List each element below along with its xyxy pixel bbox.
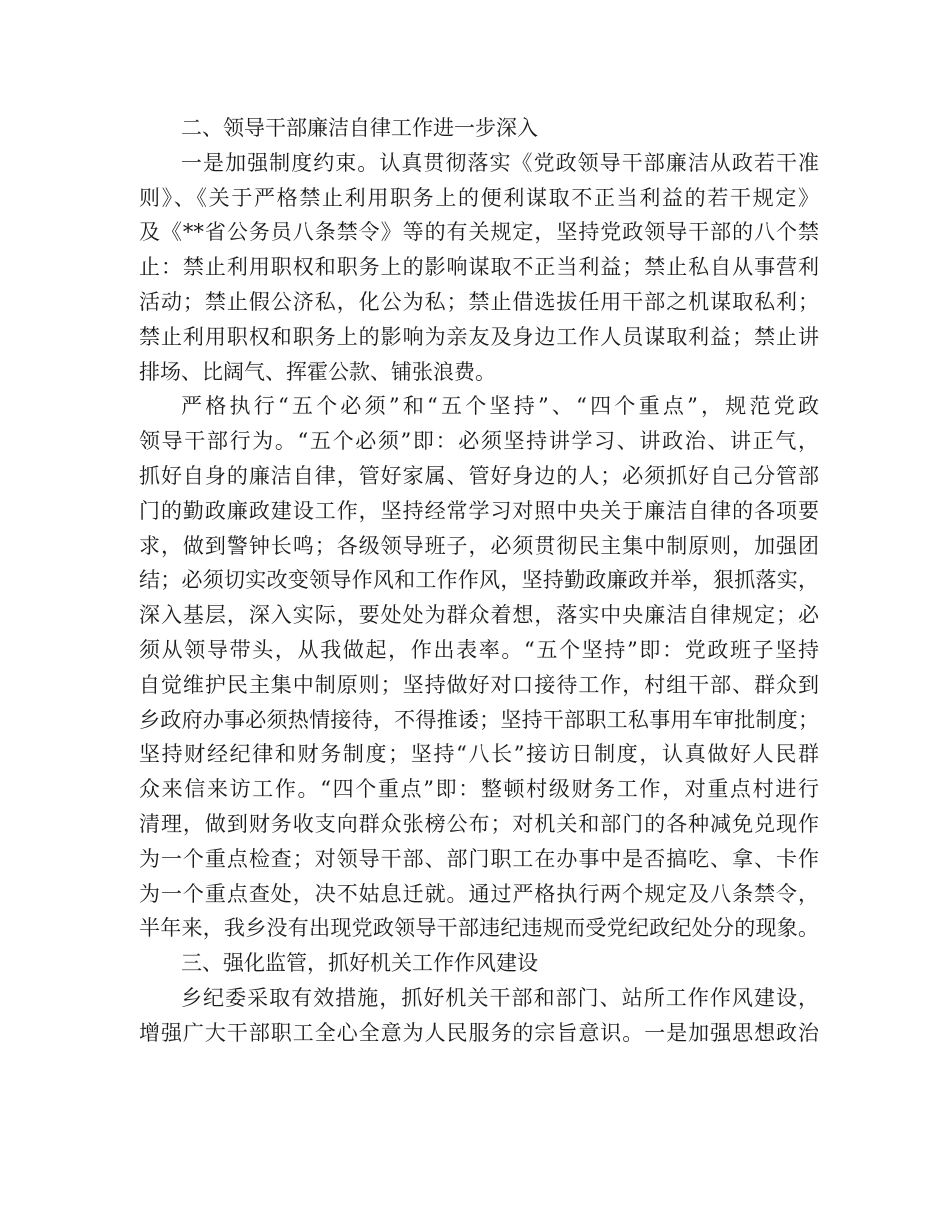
document-body	[139, 111, 819, 1051]
text-line: 一是加强制度约束。认真贯彻落实《党政领导干部廉洁从政若干准	[181, 150, 819, 175]
text-line: 领导干部行为。“五个必须”即：必须坚持讲学习、讲政治、讲正气，	[139, 429, 819, 454]
text-line: 为一个重点查处，决不姑息迁就。通过严格执行两个规定及八条禁令，	[139, 881, 819, 906]
text-line: 乡政府办事必须热情接待，不得推诿；坚持干部职工私事用车审批制度；	[139, 707, 819, 732]
text-line: 众来信来访工作。“四个重点”即：整顿村级财务工作，对重点村进行	[139, 777, 819, 802]
text-line: 门的勤政廉政建设工作，坚持经常学习对照中央关于廉洁自律的各项要	[139, 498, 819, 523]
text-line: 须从领导带头，从我做起，作出表率。“五个坚持”即：党政班子坚持	[139, 637, 819, 662]
text-line: 二、领导干部廉洁自律工作进一步深入	[181, 116, 538, 140]
text-line: 严格执行“五个必须”和“五个坚持”、“四个重点”，规范党政	[181, 394, 819, 419]
text-line: 抓好自身的廉洁自律，管好家属、管好身边的人；必须抓好自己分管部	[139, 463, 819, 488]
text-line: 坚持财经纪律和财务制度；坚持“八长”接访日制度，认真做好人民群	[139, 742, 819, 767]
text-line: 则》、《关于严格禁止利用职务上的便利谋取不正当利益的若干规定》	[139, 185, 819, 210]
text-line: 求，做到警钟长鸣；各级领导班子，必须贯彻民主集中制原则，加强团	[139, 533, 819, 558]
text-line: 乡纪委采取有效措施，抓好机关干部和部门、站所工作作风建设，	[181, 985, 819, 1010]
text-line: 结；必须切实改变领导作风和工作作风，坚持勤政廉政并举，狠抓落实，	[139, 568, 819, 593]
text-line: 止：禁止利用职权和职务上的影响谋取不正当利益；禁止私自从事营利	[139, 255, 819, 280]
text-line: 禁止利用职权和职务上的影响为亲友及身边工作人员谋取利益；禁止讲	[139, 324, 819, 349]
text-line: 活动；禁止假公济私，化公为私；禁止借选拔任用干部之机谋取私利；	[139, 289, 819, 314]
text-line: 排场、比阔气、挥霍公款、铺张浪费。	[139, 359, 496, 384]
text-line: 增强广大干部职工全心全意为人民服务的宗旨意识。一是加强思想政治	[139, 1020, 819, 1045]
text-line: 及《**省公务员八条禁令》等的有关规定，坚持党政领导干部的八个禁	[139, 220, 819, 245]
text-line: 深入基层，深入实际，要处处为群众着想，落实中央廉洁自律规定；必	[139, 603, 819, 628]
text-line: 三、强化监管，抓好机关工作作风建设	[181, 951, 538, 976]
text-line: 半年来，我乡没有出现党政领导干部违纪违规而受党纪政纪处分的现象。	[139, 916, 819, 941]
text-line: 清理，做到财务收支向群众张榜公布；对机关和部门的各种减免兑现作	[139, 811, 819, 836]
text-line: 为一个重点检查；对领导干部、部门职工在办事中是否搞吃、拿、卡作	[139, 846, 819, 871]
text-line: 自觉维护民主集中制原则；坚持做好对口接待工作，村组干部、群众到	[139, 672, 819, 697]
